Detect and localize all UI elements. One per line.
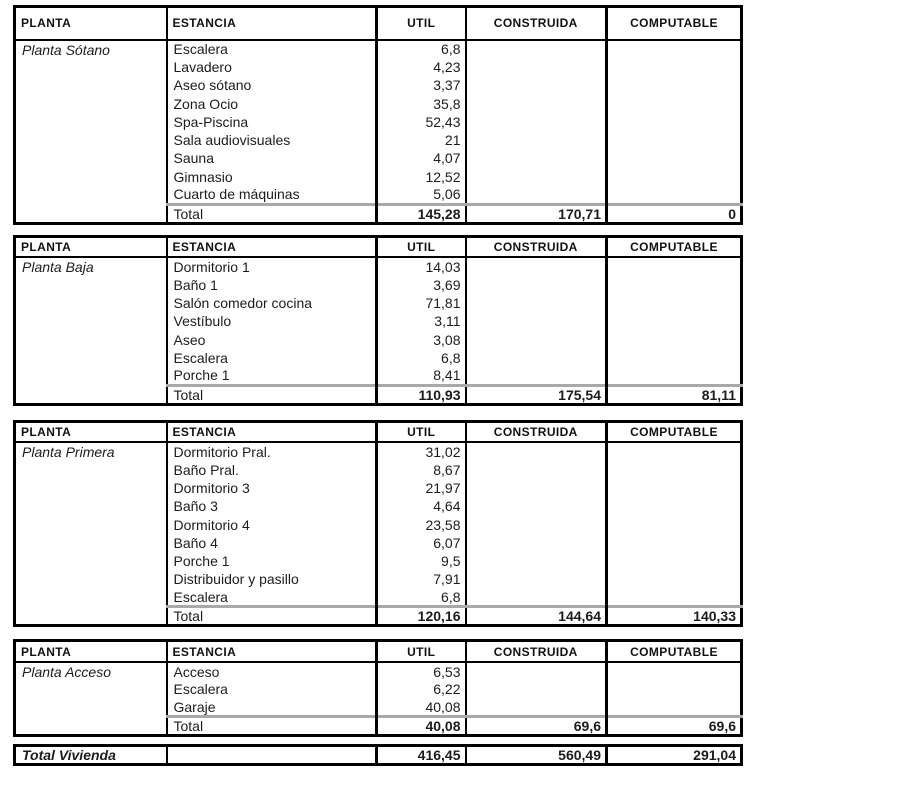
util-value-cell: 5,06	[377, 186, 466, 204]
computable-empty-cell	[607, 40, 742, 205]
total-util-cell: 40,08	[377, 717, 466, 736]
total-util-cell: 120,16	[377, 607, 466, 626]
util-value-cell: 40,08	[377, 699, 466, 717]
col-header-util: UTIL	[377, 641, 466, 662]
col-header-computable: COMPUTABLE	[607, 421, 742, 442]
util-value-cell: 3,11	[377, 312, 466, 330]
util-value-cell: 7,91	[377, 570, 466, 588]
col-header-planta: PLANTA	[15, 236, 167, 257]
col-header-computable: COMPUTABLE	[607, 641, 742, 662]
util-value-cell: 6,22	[377, 680, 466, 698]
col-header-planta: PLANTA	[15, 7, 167, 40]
estancia-cell: Baño 4	[167, 534, 377, 552]
util-value-cell: 6,8	[377, 589, 466, 607]
planta-name-cell: Planta Acceso	[22, 663, 111, 680]
total-util-cell: 110,93	[377, 385, 466, 404]
floor-table-planta-acceso	[13, 639, 743, 737]
util-value-cell: 52,43	[377, 113, 466, 131]
util-value-cell: 6,53	[377, 662, 466, 680]
estancia-cell: Salón comedor cocina	[167, 294, 377, 312]
col-header-computable: COMPUTABLE	[607, 236, 742, 257]
total-label-cell: Total	[167, 204, 377, 223]
total-label-cell: Total	[167, 717, 377, 736]
util-value-cell: 9,5	[377, 552, 466, 570]
total-computable-cell: 81,11	[607, 385, 742, 404]
estancia-cell: Dormitorio 1	[167, 257, 377, 275]
estancia-cell: Aseo sótano	[167, 76, 377, 94]
estancia-cell: Garaje	[167, 699, 377, 717]
estancia-cell: Sala audiovisuales	[167, 131, 377, 149]
estancia-cell: Escalera	[167, 349, 377, 367]
util-value-cell: 31,02	[377, 442, 466, 460]
col-header-util: UTIL	[377, 421, 466, 442]
estancia-cell: Dormitorio 4	[167, 515, 377, 533]
estancia-cell: Sauna	[167, 149, 377, 167]
util-value-cell: 3,37	[377, 76, 466, 94]
room-row	[15, 442, 742, 460]
planta-name-cell: Planta Primera	[22, 444, 115, 461]
construida-empty-cell	[466, 442, 607, 607]
total-construida-cell: 69,6	[466, 717, 607, 736]
estancia-cell: Dormitorio Pral.	[167, 442, 377, 460]
estancia-cell: Distribuidor y pasillo	[167, 570, 377, 588]
estancia-cell: Aseo	[167, 330, 377, 348]
util-value-cell: 4,23	[377, 58, 466, 76]
grand-total-label-cell: Total Vivienda	[22, 747, 116, 764]
grand-total-empty-cell	[167, 746, 377, 765]
util-value-cell: 8,41	[377, 367, 466, 385]
estancia-cell: Escalera	[167, 40, 377, 58]
util-value-cell: 35,8	[377, 94, 466, 112]
util-value-cell: 71,81	[377, 294, 466, 312]
grand-total-bar	[13, 744, 743, 766]
room-row	[15, 40, 742, 58]
room-row	[15, 662, 742, 680]
construida-empty-cell	[466, 662, 607, 717]
room-row	[15, 257, 742, 275]
estancia-cell: Porche 1	[167, 552, 377, 570]
total-label-cell: Total	[167, 607, 377, 626]
col-header-computable: COMPUTABLE	[607, 7, 742, 40]
grand-total-computable-cell: 291,04	[607, 746, 742, 765]
total-computable-cell: 140,33	[607, 607, 742, 626]
header-row	[15, 421, 742, 442]
util-value-cell: 12,52	[377, 168, 466, 186]
col-header-util: UTIL	[377, 236, 466, 257]
estancia-cell: Escalera	[167, 680, 377, 698]
col-header-planta: PLANTA	[15, 641, 167, 662]
col-header-estancia: ESTANCIA	[167, 641, 377, 662]
util-value-cell: 21	[377, 131, 466, 149]
util-value-cell: 6,8	[377, 40, 466, 58]
col-header-construida: CONSTRUIDA	[466, 641, 607, 662]
col-header-planta: PLANTA	[15, 421, 167, 442]
total-label-cell: Total	[167, 385, 377, 404]
floor-table-planta-sotano	[13, 5, 743, 225]
estancia-cell: Baño Pral.	[167, 461, 377, 479]
col-header-util: UTIL	[377, 7, 466, 40]
grand-total-util-cell: 416,45	[377, 746, 466, 765]
util-value-cell: 6,8	[377, 349, 466, 367]
estancia-cell: Zona Ocio	[167, 94, 377, 112]
util-value-cell: 4,64	[377, 497, 466, 515]
estancia-cell: Lavadero	[167, 58, 377, 76]
total-computable-cell: 69,6	[607, 717, 742, 736]
col-header-estancia: ESTANCIA	[167, 421, 377, 442]
planta-name-cell: Planta Baja	[22, 259, 94, 276]
total-util-cell: 145,28	[377, 204, 466, 223]
planta-name-cell: Planta Sótano	[22, 41, 110, 58]
estancia-cell: Cuarto de máquinas	[167, 186, 377, 204]
header-row	[15, 7, 742, 40]
computable-empty-cell	[607, 662, 742, 717]
total-construida-cell: 175,54	[466, 385, 607, 404]
col-header-estancia: ESTANCIA	[167, 236, 377, 257]
estancia-cell: Dormitorio 3	[167, 479, 377, 497]
computable-empty-cell	[607, 257, 742, 385]
grand-total-construida-cell: 560,49	[466, 746, 607, 765]
estancia-cell: Baño 3	[167, 497, 377, 515]
floor-table-planta-primera	[13, 420, 743, 628]
util-value-cell: 8,67	[377, 461, 466, 479]
total-computable-cell: 0	[607, 204, 742, 223]
col-header-construida: CONSTRUIDA	[466, 236, 607, 257]
col-header-construida: CONSTRUIDA	[466, 421, 607, 442]
computable-empty-cell	[607, 442, 742, 607]
col-header-estancia: ESTANCIA	[167, 7, 377, 40]
util-value-cell: 14,03	[377, 257, 466, 275]
util-value-cell: 6,07	[377, 534, 466, 552]
col-header-construida: CONSTRUIDA	[466, 7, 607, 40]
estancia-cell: Porche 1	[167, 367, 377, 385]
total-construida-cell: 170,71	[466, 204, 607, 223]
util-value-cell: 23,58	[377, 515, 466, 533]
construida-empty-cell	[466, 257, 607, 385]
estancia-cell: Acceso	[167, 662, 377, 680]
header-row	[15, 641, 742, 662]
estancia-cell: Escalera	[167, 589, 377, 607]
util-value-cell: 21,97	[377, 479, 466, 497]
construida-empty-cell	[466, 40, 607, 205]
header-row	[15, 236, 742, 257]
util-value-cell: 3,08	[377, 330, 466, 348]
grand-total-row	[15, 746, 742, 765]
util-value-cell: 4,07	[377, 149, 466, 167]
util-value-cell: 3,69	[377, 275, 466, 293]
estancia-cell: Gimnasio	[167, 168, 377, 186]
estancia-cell: Spa-Piscina	[167, 113, 377, 131]
floor-table-planta-baja	[13, 235, 743, 406]
estancia-cell: Baño 1	[167, 275, 377, 293]
estancia-cell: Vestíbulo	[167, 312, 377, 330]
total-construida-cell: 144,64	[466, 607, 607, 626]
